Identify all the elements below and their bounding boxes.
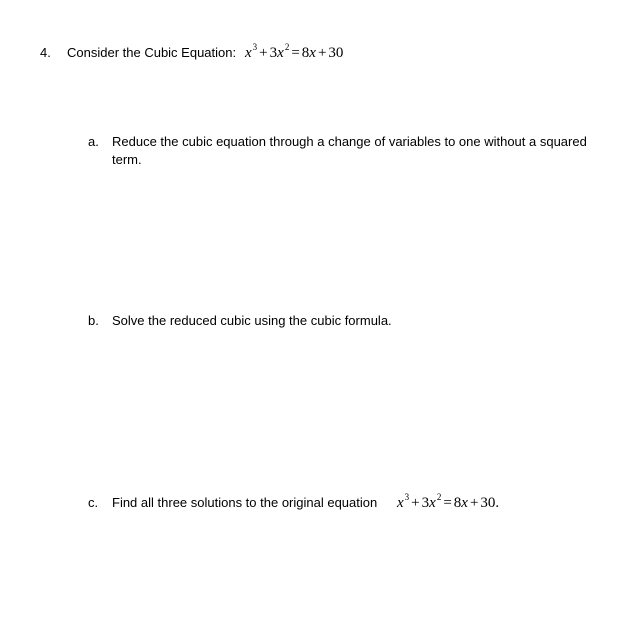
eq-coefficient: 3	[421, 495, 430, 511]
eq-trailing-period: .	[495, 495, 500, 511]
cubic-equation	[245, 44, 343, 63]
eq-coefficient: 3	[269, 45, 278, 61]
eq-constant: 30	[328, 45, 344, 61]
eq-plus-sign: +	[469, 495, 479, 511]
problem-lead-text: Consider the Cubic Equation:	[67, 45, 237, 60]
part-c-label: c.	[88, 495, 99, 510]
eq-cube-exponent: 3	[252, 42, 258, 52]
eq-cube-exponent: 3	[404, 492, 410, 502]
eq-rhs-coefficient: 8	[453, 495, 462, 511]
part-a-label: a.	[88, 134, 99, 149]
eq-rhs-coefficient: 8	[301, 45, 310, 61]
eq-var-x: x	[277, 45, 284, 61]
eq-plus-sign: +	[317, 45, 327, 61]
eq-plus-sign: +	[411, 495, 420, 511]
part-b-label: b.	[88, 313, 99, 328]
eq-square-exponent: 2	[284, 42, 290, 52]
eq-var-x: x	[245, 45, 252, 61]
eq-var-x: x	[461, 495, 468, 511]
eq-equals-sign: =	[291, 45, 300, 61]
cubic-equation-repeat	[397, 494, 499, 513]
eq-var-x: x	[429, 495, 436, 511]
eq-square-exponent: 2	[436, 492, 442, 502]
eq-equals-sign: =	[443, 495, 452, 511]
part-b-text: Solve the reduced cubic using the cubic formula.	[112, 313, 392, 328]
part-a-text: Reduce the cubic equation through a change of variables to one without a squared term.	[112, 134, 587, 167]
eq-var-x: x	[309, 45, 316, 61]
eq-plus-sign: +	[259, 45, 268, 61]
eq-var-x: x	[397, 495, 404, 511]
problem-number: 4.	[40, 45, 51, 60]
part-c-text: Find all three solutions to the original equation	[112, 495, 378, 510]
eq-constant: 30	[480, 495, 496, 511]
